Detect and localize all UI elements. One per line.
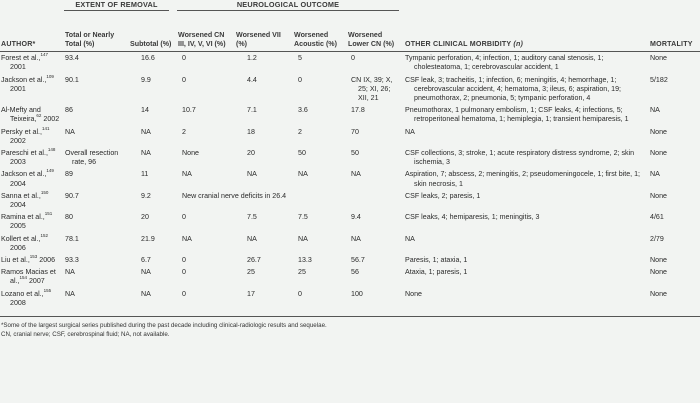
column-header-total: Total or Nearly Total (%) xyxy=(65,30,115,48)
cell-acoustic: 13.3 xyxy=(298,256,312,265)
cell-vii: 25 xyxy=(247,268,255,277)
cell-mortality: 4/61 xyxy=(650,213,664,222)
author-name: Liu et al., xyxy=(1,256,30,265)
reference-number: 62 xyxy=(36,113,42,119)
cell-total: 93.4 xyxy=(65,54,79,63)
cell-other-morbidity: CSF collections, 3; stroke, 1; acute respiratory distress syndrome, 2; skin ischemia, 3 xyxy=(405,149,635,167)
table-footnotes xyxy=(0,317,700,339)
table-row xyxy=(0,211,700,232)
cell-author xyxy=(0,74,64,105)
author-name: Ramos Macias et al., xyxy=(1,268,56,286)
cell-cn: 0 xyxy=(182,289,186,298)
author-name: Persky et al., xyxy=(1,127,43,136)
reference-number: 149 xyxy=(46,168,54,174)
cell-other-morbidity: Aspiration, 7; abscess, 2; meningitis, 2; pseudomeningocele, 1; first bite, 1; skin necrosis, 1 xyxy=(405,170,641,188)
cell-lower-cn: 100 xyxy=(351,289,363,298)
author-name: Ramina et al., xyxy=(1,213,45,222)
table-row xyxy=(0,74,700,105)
cell-vii: 18 xyxy=(247,127,255,136)
reference-number: 141 xyxy=(42,125,50,131)
reference-number: 148 xyxy=(47,147,56,153)
cell-vii: 7.1 xyxy=(247,106,257,115)
column-header-cn: Worsened CN III, IV, V, VI (%) xyxy=(178,30,226,48)
cell-vii: 7.5 xyxy=(247,213,257,222)
author-name: Al-Mefty and Teixeira, xyxy=(1,106,41,124)
table-row xyxy=(0,254,700,266)
cell-subtotal: 11 xyxy=(141,170,149,179)
cell-mortality: None xyxy=(650,268,667,277)
cell-cn: NA xyxy=(182,170,192,179)
cell-subtotal: 6.7 xyxy=(141,256,151,265)
author-name: Forest et al., xyxy=(1,54,41,63)
table-row xyxy=(0,288,700,317)
cell-subtotal: NA xyxy=(141,268,151,277)
reference-number: 150 xyxy=(40,189,49,195)
cell-vii: 17 xyxy=(247,289,255,298)
cell-acoustic: 3.6 xyxy=(298,106,308,115)
cell-total: 90.1 xyxy=(65,75,79,84)
column-header-other-morbidity: OTHER CLINICAL MORBIDITY (n) xyxy=(405,40,524,48)
column-header-row xyxy=(0,12,700,52)
publication-year: 2006 xyxy=(10,243,26,252)
cell-total: 80 xyxy=(65,213,73,222)
cell-mortality: 2/79 xyxy=(650,234,664,243)
cell-cn: 0 xyxy=(182,75,186,84)
publication-year: 2005 xyxy=(10,222,26,231)
cell-mortality: None xyxy=(650,149,667,158)
cell-cn: 10.7 xyxy=(182,106,196,115)
publication-year: 2001 xyxy=(10,84,26,93)
cell-author xyxy=(0,126,64,147)
cell-mortality: None xyxy=(650,54,667,63)
cell-total: NA xyxy=(65,127,75,136)
cell-lower-cn: CN IX, 39; X, 25; XI, 26; XII, 21 xyxy=(351,75,393,103)
column-header-vii: Worsened VII (%) xyxy=(236,30,281,48)
cell-other-morbidity: Ataxia, 1; paresis, 1 xyxy=(405,268,468,277)
cell-other-morbidity: NA xyxy=(405,127,415,136)
cell-acoustic: 0 xyxy=(298,75,302,84)
cell-total: 78.1 xyxy=(65,234,79,243)
cell-acoustic: NA xyxy=(298,234,308,243)
publication-year: 2006 xyxy=(39,256,56,265)
cell-total: 86 xyxy=(65,106,73,115)
cell-mortality: NA xyxy=(650,170,660,179)
cell-author xyxy=(0,266,64,287)
cell-author xyxy=(0,52,64,74)
cell-cn: 0 xyxy=(182,54,186,63)
cell-lower-cn: NA xyxy=(351,170,361,179)
cell-author xyxy=(0,168,64,189)
reference-number: 151 xyxy=(44,211,53,217)
cell-subtotal: 16.6 xyxy=(141,54,155,63)
table-row xyxy=(0,266,700,287)
group-header-neuro: NEUROLOGICAL OUTCOME xyxy=(177,0,399,12)
table-row xyxy=(0,190,700,211)
cell-vii: NA xyxy=(247,170,257,179)
cell-subtotal: NA xyxy=(141,127,151,136)
cell-subtotal: 20 xyxy=(141,213,149,222)
cell-other-morbidity: CSF leaks, 4; hemiparesis, 1; meningitis, 3 xyxy=(405,213,540,222)
cell-lower-cn: 50 xyxy=(351,149,359,158)
cell-cn: 0 xyxy=(182,213,186,222)
cell-subtotal: 9.9 xyxy=(141,75,151,84)
reference-number: 147 xyxy=(40,52,48,58)
reference-number: 155 xyxy=(43,287,52,293)
publication-year: 2007 xyxy=(28,277,45,286)
footnote-abbreviations: CN, cranial nerve; CSF, cerebrospinal fluid; NA, not available. xyxy=(1,331,170,339)
reference-number: 152 xyxy=(40,232,48,238)
reference-number: 153 xyxy=(29,254,38,260)
cell-neuro-merged: New cranial nerve deficits in 26.4 xyxy=(182,191,287,200)
cell-cn: 0 xyxy=(182,256,186,265)
table-row xyxy=(0,233,700,254)
cell-total: 90.7 xyxy=(65,191,79,200)
cell-acoustic: 7.5 xyxy=(298,213,308,222)
cell-subtotal: NA xyxy=(141,149,151,158)
cell-other-morbidity: Tympanic perforation, 4; infection, 1; auditory canal stenosis, 1; cholesteatoma, 1; cerebrovascular accident, 1 xyxy=(405,54,604,72)
footnote-series: *Some of the largest surgical series published during the past decade including clinical-radiologic results and sequelae. xyxy=(1,322,327,330)
cell-acoustic: 2 xyxy=(298,127,302,136)
cell-total: Overall resection rate, 96 xyxy=(65,149,119,167)
author-name: Jackson et al., xyxy=(1,75,47,84)
cell-lower-cn: NA xyxy=(351,234,361,243)
author-name: Jackson et al., xyxy=(1,170,47,179)
cell-lower-cn: 0 xyxy=(351,54,355,63)
cell-author xyxy=(0,254,64,266)
group-header-row xyxy=(0,0,700,12)
cell-vii: 4.4 xyxy=(247,75,257,84)
cell-author xyxy=(0,288,64,317)
reference-number: 109 xyxy=(46,73,54,79)
cell-lower-cn: 56.7 xyxy=(351,256,365,265)
group-header-extent: EXTENT OF REMOVAL xyxy=(64,0,177,12)
cell-vii: NA xyxy=(247,234,257,243)
cell-mortality: NA xyxy=(650,106,660,115)
cell-vii: 20 xyxy=(247,149,255,158)
author-name: Pareschi et al., xyxy=(1,149,48,158)
cell-acoustic: 0 xyxy=(298,289,302,298)
cell-other-morbidity: CSF leaks, 2; paresis, 1 xyxy=(405,191,481,200)
cell-acoustic: 50 xyxy=(298,149,306,158)
cell-other-morbidity: Pneumothorax, 1 pulmonary embolism, 1; CSF leaks, 4; infections, 5; retroperitoneal hematoma, 1; hemiplegia, 1; transient hemiparesis, 1 xyxy=(405,106,629,124)
cell-total: NA xyxy=(65,268,75,277)
publication-year: 2004 xyxy=(10,179,26,188)
column-header-acoustic: Worsened Acoustic (%) xyxy=(294,30,337,48)
cell-lower-cn: 70 xyxy=(351,127,359,136)
table-row xyxy=(0,52,700,74)
cell-total: 89 xyxy=(65,170,73,179)
cell-author xyxy=(0,104,64,125)
publication-year: 2008 xyxy=(10,298,26,307)
cell-author xyxy=(0,211,64,232)
cell-vii: 26.7 xyxy=(247,256,261,265)
column-header-subtotal: Subtotal (%) xyxy=(130,40,172,48)
cell-other-morbidity: NA xyxy=(405,234,415,243)
cell-acoustic: NA xyxy=(298,170,308,179)
cell-cn: 2 xyxy=(182,127,186,136)
table-row xyxy=(0,104,700,125)
cell-acoustic: 25 xyxy=(298,268,306,277)
cell-lower-cn: 17.8 xyxy=(351,106,365,115)
table-body xyxy=(0,52,700,317)
publication-year: 2004 xyxy=(10,201,26,210)
cell-subtotal: NA xyxy=(141,289,151,298)
cell-subtotal: 14 xyxy=(141,106,149,115)
cell-mortality: None xyxy=(650,127,667,136)
publication-year: 2001 xyxy=(10,63,26,72)
column-header-author: AUTHOR* xyxy=(1,40,36,48)
publication-year: 2002 xyxy=(10,136,26,145)
cell-mortality: None xyxy=(650,289,667,298)
column-header-lower-cn: Worsened Lower CN (%) xyxy=(348,30,395,48)
table-row xyxy=(0,168,700,189)
cell-total: NA xyxy=(65,289,75,298)
cell-acoustic: 5 xyxy=(298,54,302,63)
cell-mortality: 5/182 xyxy=(650,75,668,84)
cell-cn: 0 xyxy=(182,268,186,277)
cell-author xyxy=(0,147,64,168)
cell-author xyxy=(0,190,64,211)
cell-other-morbidity: CSF leak, 3; tracheitis, 1; infection, 6; meningitis, 4; hemorrhage, 1; cerebrovascular accident, 4; hematoma, 3; ileus, 6; aspiration, 19; pneumothorax, 2; pneumonia, 5; tympanic perforation, 4 xyxy=(405,75,622,103)
cell-cn: NA xyxy=(182,234,192,243)
table-row xyxy=(0,126,700,147)
cell-lower-cn: 56 xyxy=(351,268,359,277)
cell-lower-cn: 9.4 xyxy=(351,213,361,222)
cell-cn: None xyxy=(182,149,199,158)
cell-author xyxy=(0,233,64,254)
column-header-mortality: MORTALITY xyxy=(650,40,693,48)
cell-subtotal: 21.9 xyxy=(141,234,155,243)
cell-subtotal: 9.2 xyxy=(141,191,151,200)
author-name: Kollert et al., xyxy=(1,234,41,243)
cell-vii: 1.2 xyxy=(247,54,257,63)
publication-year: 2002 xyxy=(43,115,60,124)
author-name: Lozano et al., xyxy=(1,289,44,298)
cell-mortality: None xyxy=(650,256,667,265)
cell-total: 93.3 xyxy=(65,256,79,265)
table-row xyxy=(0,147,700,168)
reference-number: 154 xyxy=(19,275,27,281)
author-name: Sanna et al., xyxy=(1,191,41,200)
cell-mortality: None xyxy=(650,191,667,200)
cell-other-morbidity: Paresis, 1; ataxia, 1 xyxy=(405,256,468,265)
publication-year: 2003 xyxy=(10,158,26,167)
cell-other-morbidity: None xyxy=(405,289,422,298)
